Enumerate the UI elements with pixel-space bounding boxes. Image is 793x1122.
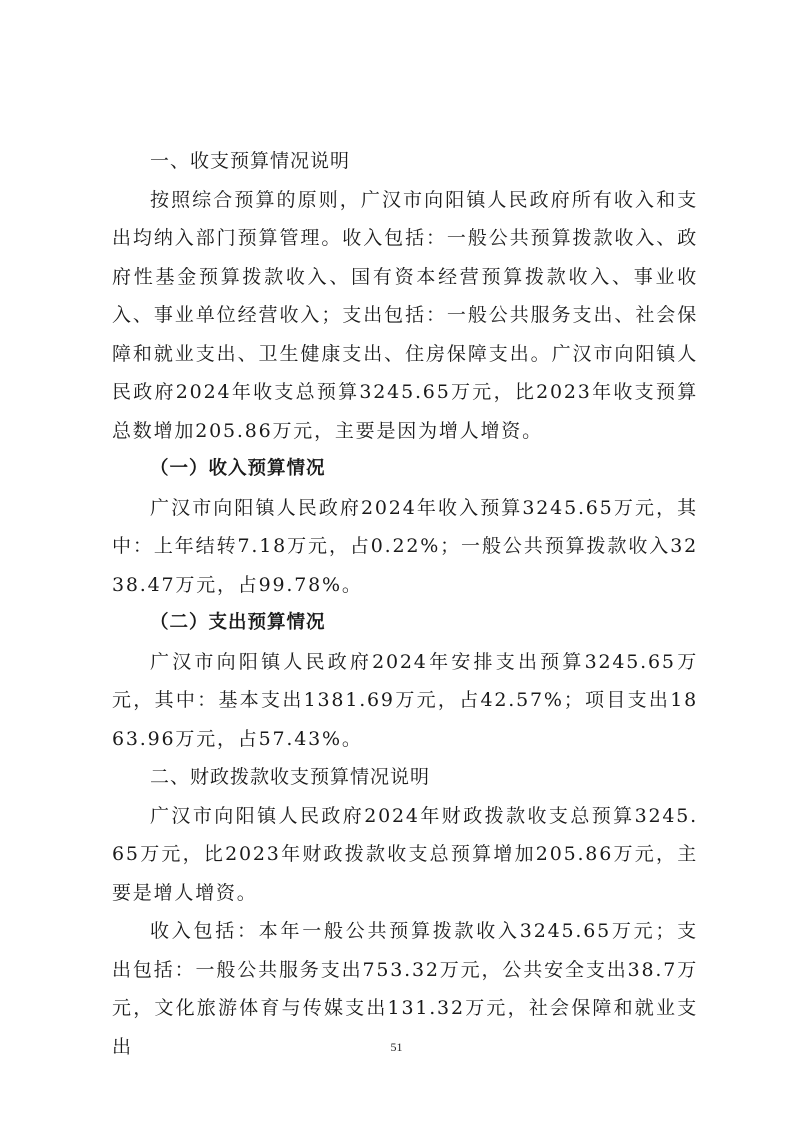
paragraph-expense-budget: 广汉市向阳镇人民政府2024年安排支出预算3245.65万元，其中：基本支出1381.69万元，占42.57%；项目支出1863.96万元，占57.43%。	[112, 650, 698, 750]
section-heading-income-expense: 一、收支预算情况说明	[150, 150, 351, 172]
page-number: 51	[390, 1040, 403, 1054]
paragraph-income-budget: 广汉市向阳镇人民政府2024年收入预算3245.65万元，其中：上年结转7.18万元，占0.22%；一般公共预算拨款收入3238.47万元，占99.78%。	[112, 496, 698, 596]
document-body	[112, 142, 698, 1066]
subheading-income-budget: （一）收入预算情况	[150, 458, 326, 479]
paragraph-fiscal-breakdown: 收入包括：本年一般公共预算拨款收入3245.65万元；支出包括：一般公共服务支出753.32万元，公共安全支出38.7万元，文化旅游体育与传媒支出131.32万元，社会保障和就业支出	[112, 920, 698, 1058]
section-heading-fiscal-appropriation: 二、财政拨款收支预算情况说明	[150, 766, 431, 788]
subheading-expense-budget: （二）支出预算情况	[150, 612, 326, 633]
paragraph-budget-overview: 按照综合预算的原则，广汉市向阳镇人民政府所有收入和支出均纳入部门预算管理。收入包括：一般公共预算拨款收入、政府性基金预算拨款收入、国有资本经营预算拨款收入、事业收入、事业单位经营收入；支出包括：一般公共服务支出、社会保障和就业支出、卫生健康支出、住房保障支出。广汉市向阳镇人民政府2024年收支总预算3245.65万元，比2023年收支预算总数增加205.86万元，主要是因为增人增资。	[112, 188, 698, 442]
paragraph-fiscal-total: 广汉市向阳镇人民政府2024年财政拨款收支总预算3245.65万元，比2023年财政拨款收支总预算增加205.86万元，主要是增人增资。	[112, 804, 698, 904]
